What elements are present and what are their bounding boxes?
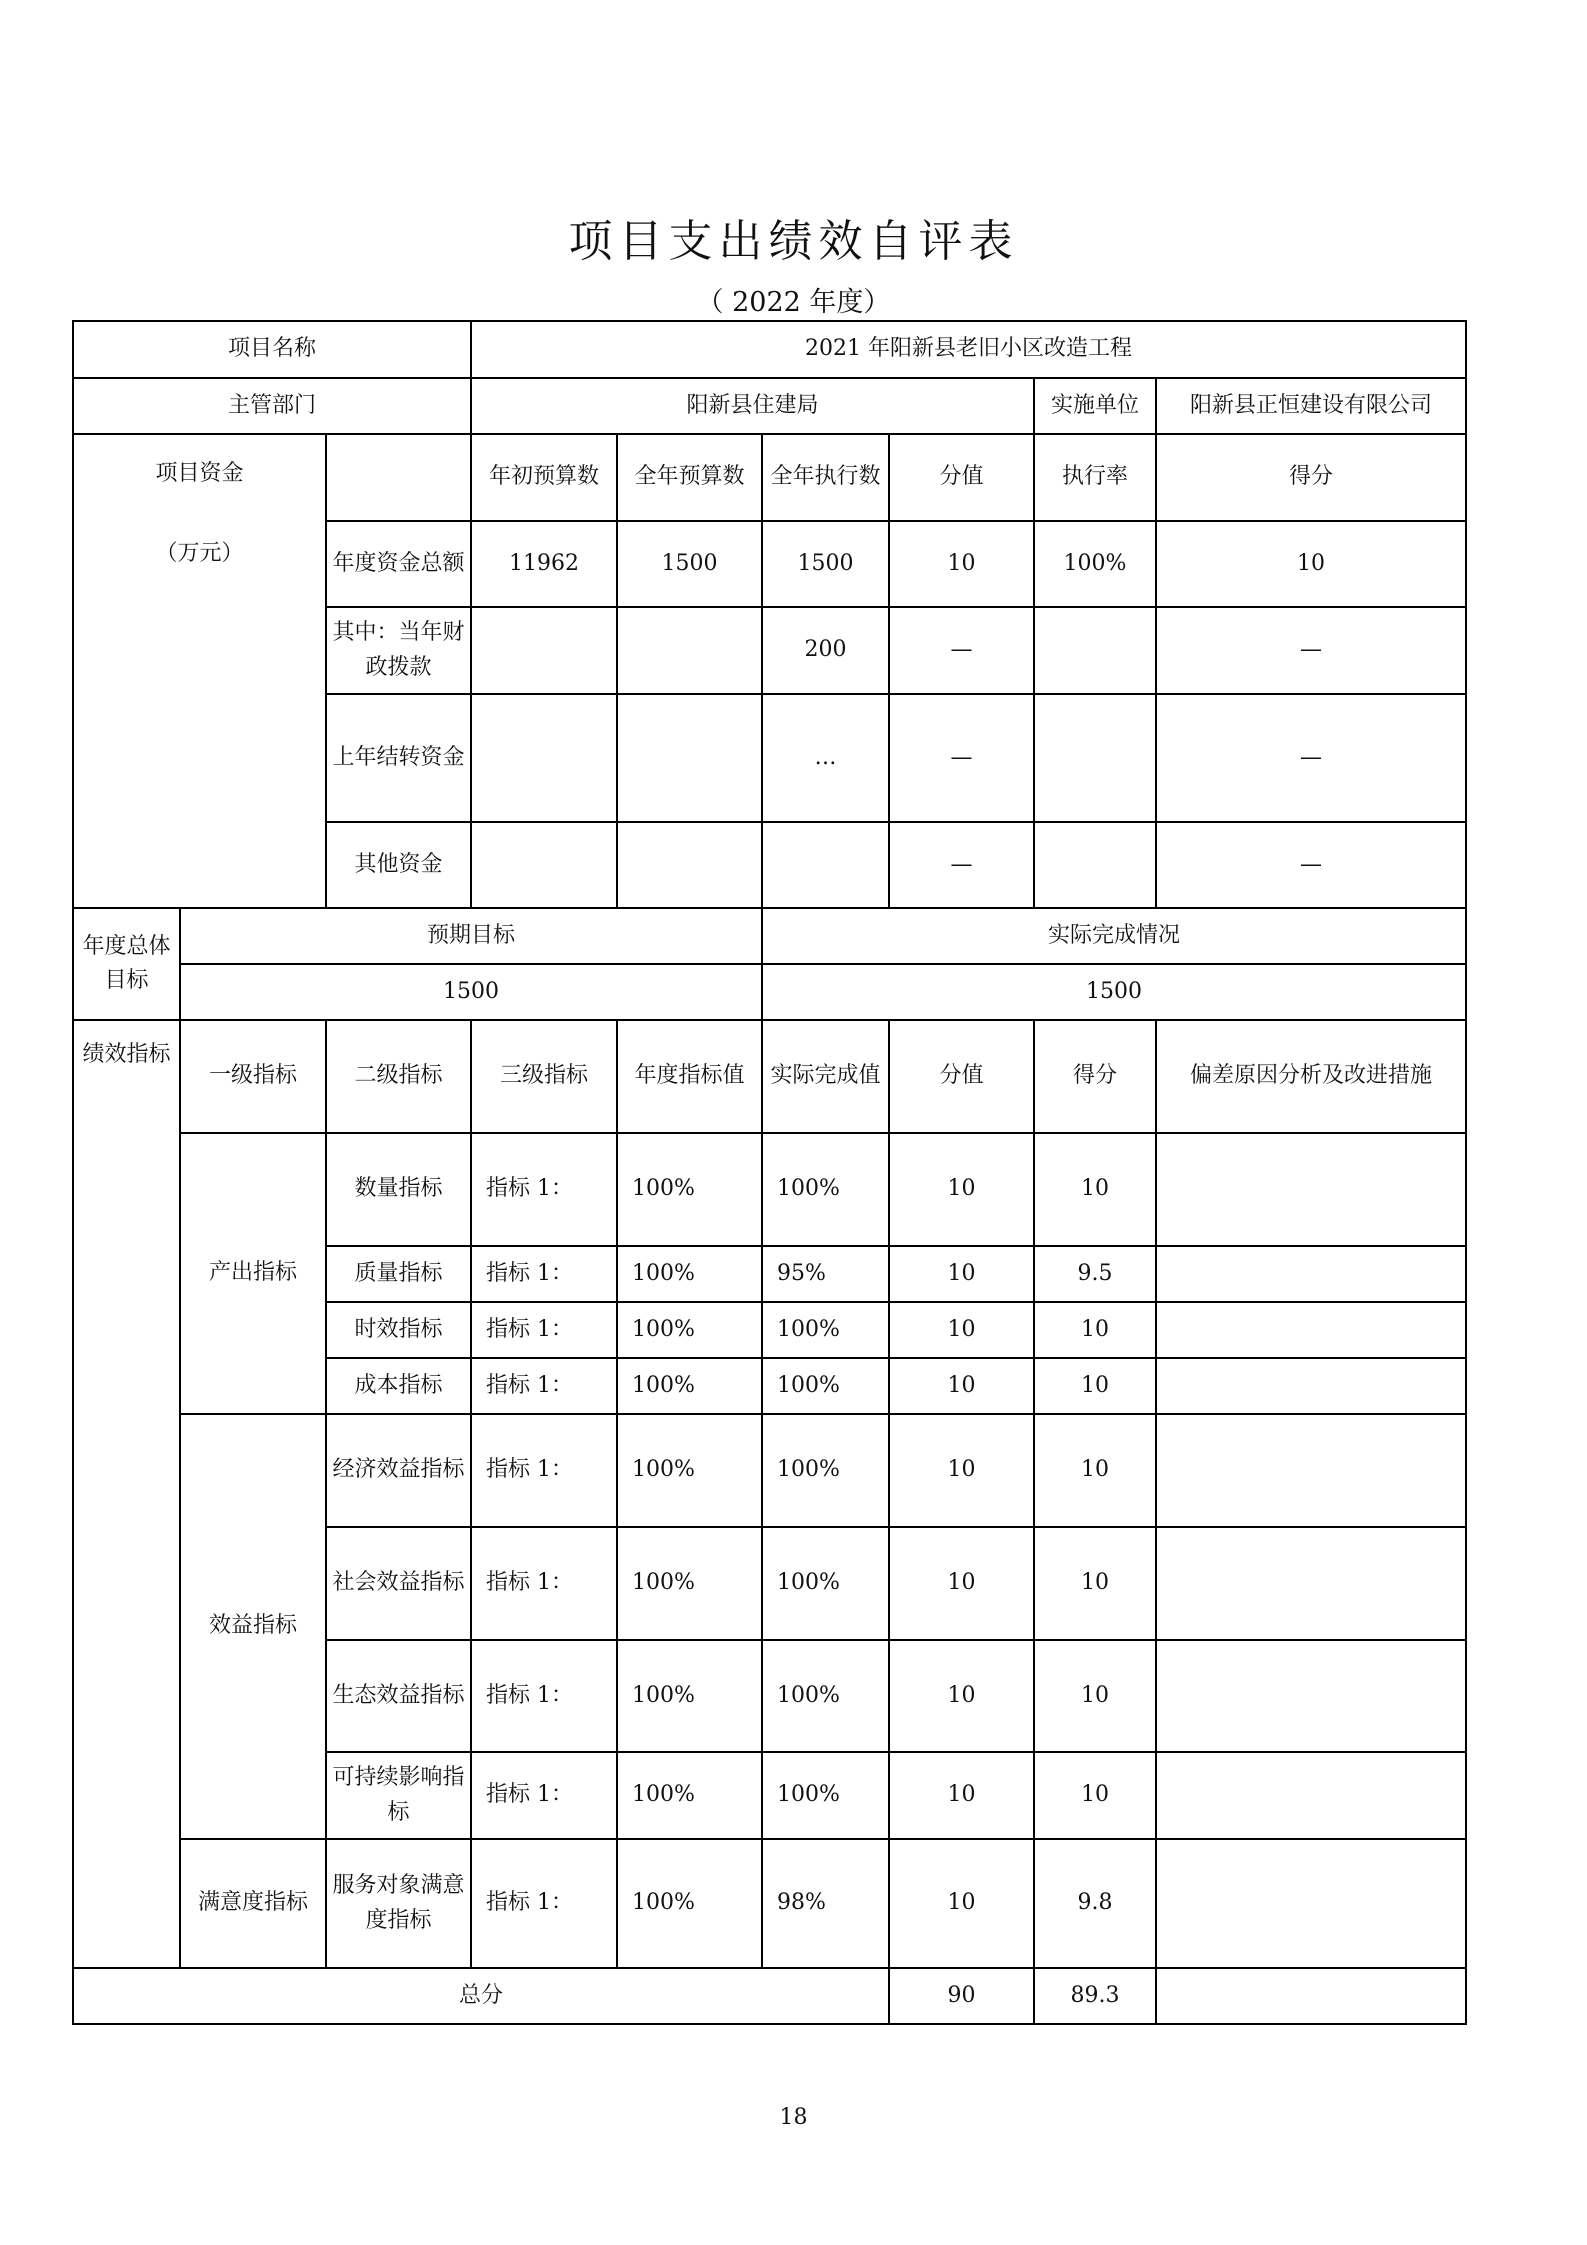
perf-row-score: 10 (1034, 1752, 1156, 1839)
perf-row (73, 1839, 1466, 1968)
perf-header-row (73, 1020, 1466, 1133)
funds-header-exec: 全年执行数 (762, 434, 889, 521)
perf-group-benefit: 效益指标 (180, 1414, 326, 1839)
perf-row-score: 10 (1034, 1527, 1156, 1640)
perf-row-note (1156, 1839, 1466, 1968)
funds-label: 项目资金 (155, 461, 244, 486)
funds-row-annual (617, 822, 762, 908)
perf-row (73, 1414, 1466, 1527)
perf-row-note (1156, 1640, 1466, 1752)
perf-row-score-val: 10 (889, 1414, 1034, 1527)
perf-row-l3: 指标 1： (471, 1640, 617, 1752)
funds-row-score-val: — (889, 822, 1034, 908)
perf-row (73, 1133, 1466, 1246)
perf-header-score-val: 分值 (889, 1020, 1034, 1133)
total-row (73, 1968, 1466, 2024)
funds-row-init (471, 607, 617, 694)
funds-row-score: 10 (1156, 521, 1466, 607)
perf-row-l2: 数量指标 (326, 1133, 471, 1246)
perf-row-note (1156, 1414, 1466, 1527)
funds-header-rate: 执行率 (1034, 434, 1156, 521)
perf-row-score: 10 (1034, 1133, 1156, 1246)
impl-label: 实施单位 (1034, 378, 1156, 434)
perf-row-actual: 100% (762, 1358, 889, 1414)
perf-label: 绩效指标 (73, 1020, 180, 1968)
funds-row-name: 上年结转资金 (326, 694, 471, 822)
perf-row-l3: 指标 1： (471, 1414, 617, 1527)
funds-row-name: 年度资金总额 (326, 521, 471, 607)
goals-expected-value: 1500 (180, 964, 762, 1020)
goals-header-row (73, 908, 1466, 964)
page-title: 项目支出绩效自评表 (568, 216, 1019, 267)
funds-row-rate (1034, 822, 1156, 908)
total-score: 89.3 (1034, 1968, 1156, 2024)
perf-row-score-val: 10 (889, 1527, 1034, 1640)
department-row (73, 378, 1466, 434)
perf-row-score: 10 (1034, 1302, 1156, 1358)
page-subtitle: （ 2022 年度） (696, 287, 891, 318)
perf-row-actual: 100% (762, 1414, 889, 1527)
perf-row-score-val: 10 (889, 1839, 1034, 1968)
perf-header-l3: 三级指标 (471, 1020, 617, 1133)
perf-row-note (1156, 1752, 1466, 1839)
funds-header-score-val: 分值 (889, 434, 1034, 521)
perf-header-target: 年度指标值 (617, 1020, 762, 1133)
funds-row-score: — (1156, 694, 1466, 822)
page-number: 18 (779, 2105, 808, 2130)
funds-header-score: 得分 (1156, 434, 1466, 521)
perf-row-target: 100% (617, 1246, 762, 1302)
project-name-value: 2021 年阳新县老旧小区改造工程 (471, 321, 1466, 378)
perf-row-l3: 指标 1： (471, 1133, 617, 1246)
perf-header-actual: 实际完成值 (762, 1020, 889, 1133)
funds-row-annual (617, 607, 762, 694)
perf-row-l2: 成本指标 (326, 1358, 471, 1414)
perf-row-target: 100% (617, 1839, 762, 1968)
perf-row-l2: 质量指标 (326, 1246, 471, 1302)
dept-value: 阳新县住建局 (471, 378, 1034, 434)
perf-row-target: 100% (617, 1527, 762, 1640)
funds-header-annual: 全年预算数 (617, 434, 762, 521)
perf-header-l2: 二级指标 (326, 1020, 471, 1133)
perf-row-target: 100% (617, 1414, 762, 1527)
perf-row-actual: 98% (762, 1839, 889, 1968)
perf-row-l3: 指标 1： (471, 1527, 617, 1640)
perf-row-l2: 社会效益指标 (326, 1527, 471, 1640)
perf-row-score-val: 10 (889, 1302, 1034, 1358)
perf-row-l3: 指标 1： (471, 1839, 617, 1968)
funds-row-rate (1034, 607, 1156, 694)
goals-actual-label: 实际完成情况 (762, 908, 1466, 964)
perf-row-l2: 生态效益指标 (326, 1640, 471, 1752)
perf-row-target: 100% (617, 1752, 762, 1839)
funds-row-score-val: — (889, 694, 1034, 822)
perf-row-actual: 100% (762, 1640, 889, 1752)
perf-row-l3: 指标 1： (471, 1302, 617, 1358)
impl-value: 阳新县正恒建设有限公司 (1156, 378, 1466, 434)
funds-row-rate: 100% (1034, 521, 1156, 607)
perf-row-actual: 100% (762, 1302, 889, 1358)
project-name-label: 项目名称 (73, 321, 471, 378)
total-label: 总分 (73, 1968, 889, 2024)
perf-row-l2: 可持续影响指标 (326, 1752, 471, 1839)
goals-label: 年度总体目标 (73, 908, 180, 1020)
perf-row-actual: 100% (762, 1752, 889, 1839)
perf-row-target: 100% (617, 1133, 762, 1246)
funds-header-blank (326, 434, 471, 521)
goals-actual-value: 1500 (762, 964, 1466, 1020)
perf-row-note (1156, 1358, 1466, 1414)
funds-row-score: — (1156, 822, 1466, 908)
perf-row-score: 10 (1034, 1640, 1156, 1752)
funds-row-init (471, 694, 617, 822)
funds-row-annual (617, 694, 762, 822)
perf-header-note: 偏差原因分析及改进措施 (1156, 1020, 1466, 1133)
funds-unit: （万元） (155, 541, 244, 567)
perf-row-score: 9.8 (1034, 1839, 1156, 1968)
funds-row-score-val: — (889, 607, 1034, 694)
perf-header-score: 得分 (1034, 1020, 1156, 1133)
perf-group-satisfaction: 满意度指标 (180, 1839, 326, 1968)
funds-row-name: 其他资金 (326, 822, 471, 908)
funds-header-init: 年初预算数 (471, 434, 617, 521)
perf-row-l3: 指标 1： (471, 1752, 617, 1839)
perf-row-score: 10 (1034, 1414, 1156, 1527)
funds-row-annual: 1500 (617, 521, 762, 607)
total-score-val: 90 (889, 1968, 1034, 2024)
funds-header-row (73, 434, 1466, 521)
funds-row-exec (762, 822, 889, 908)
funds-row-init: 11962 (471, 521, 617, 607)
perf-row-l3: 指标 1： (471, 1358, 617, 1414)
perf-row-l2: 服务对象满意度指标 (326, 1839, 471, 1968)
goals-expected-label: 预期目标 (180, 908, 762, 964)
perf-row-note (1156, 1246, 1466, 1302)
perf-row-score: 9.5 (1034, 1246, 1156, 1302)
perf-row-target: 100% (617, 1358, 762, 1414)
perf-row-l2: 时效指标 (326, 1302, 471, 1358)
project-name-row (73, 321, 1466, 378)
funds-row-exec: 200 (762, 607, 889, 694)
perf-row-score: 10 (1034, 1358, 1156, 1414)
perf-row-note (1156, 1133, 1466, 1246)
funds-row-exec: … (762, 694, 889, 822)
perf-row-actual: 100% (762, 1527, 889, 1640)
total-note (1156, 1968, 1466, 2024)
perf-row-note (1156, 1302, 1466, 1358)
funds-row-score-val: 10 (889, 521, 1034, 607)
perf-row-target: 100% (617, 1302, 762, 1358)
funds-row-name: 其中：当年财政拨款 (326, 607, 471, 694)
perf-row-note (1156, 1527, 1466, 1640)
perf-row-score-val: 10 (889, 1246, 1034, 1302)
goals-value-row (73, 964, 1466, 1020)
perf-row-actual: 95% (762, 1246, 889, 1302)
perf-row-actual: 100% (762, 1133, 889, 1246)
funds-row-exec: 1500 (762, 521, 889, 607)
perf-row-target: 100% (617, 1640, 762, 1752)
perf-row-score-val: 10 (889, 1358, 1034, 1414)
dept-label: 主管部门 (73, 378, 471, 434)
perf-row-score-val: 10 (889, 1640, 1034, 1752)
perf-row-l3: 指标 1： (471, 1246, 617, 1302)
perf-row-score-val: 10 (889, 1752, 1034, 1839)
funds-row-init (471, 822, 617, 908)
perf-group-output: 产出指标 (180, 1133, 326, 1414)
funds-row-rate (1034, 694, 1156, 822)
perf-header-l1: 一级指标 (180, 1020, 326, 1133)
funds-label-cell (73, 434, 326, 908)
funds-row-score: — (1156, 607, 1466, 694)
self-evaluation-table (72, 320, 1467, 2025)
perf-row-l2: 经济效益指标 (326, 1414, 471, 1527)
perf-row-score-val: 10 (889, 1133, 1034, 1246)
